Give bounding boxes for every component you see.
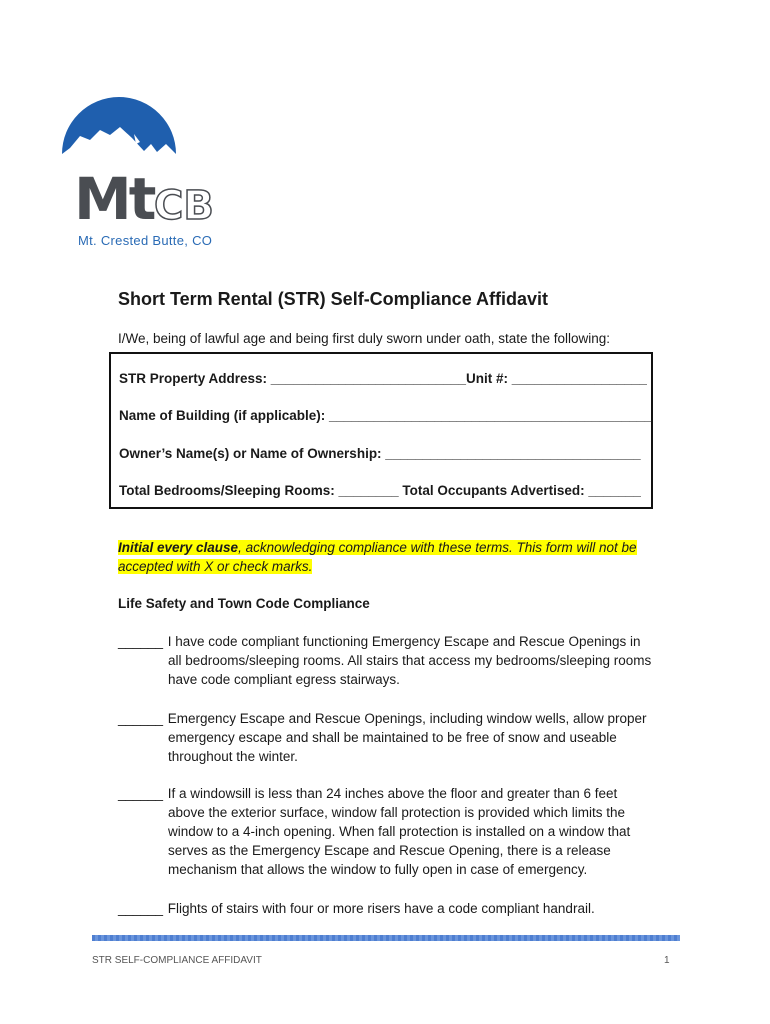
notice-strong: Initial every clause <box>118 540 239 555</box>
mtcb-logo <box>58 94 228 254</box>
logo-cb-text: CB <box>154 183 214 229</box>
clause-text: I have code compliant functioning Emergency Escape and Rescue Openings in <box>167 634 641 649</box>
field-property-address[interactable]: STR Property Address: __________________________Unit #: __________________ <box>119 371 647 386</box>
clause-text-cont: all bedrooms/sleeping rooms. All stairs that access my bedrooms/sleeping rooms have code compliant egress stairways. <box>168 653 652 687</box>
clause-text: Flights of stairs with four or more risers have a code compliant handrail. <box>167 901 595 916</box>
section-heading: Life Safety and Town Code Compliance <box>118 596 370 611</box>
clause-2 <box>118 709 658 766</box>
clause-text-cont: emergency escape and shall be maintained to be free of snow and useable throughout the winter. <box>168 730 617 764</box>
property-info-box <box>109 352 653 509</box>
footer-label: STR SELF-COMPLIANCE AFFIDAVIT <box>92 955 262 966</box>
initial-blank[interactable]: ______ <box>118 711 164 726</box>
notice-rest: , acknowledging compliance with these terms. This form will not be accepted with X or check marks. <box>118 540 637 574</box>
field-bedrooms-occupants[interactable]: Total Bedrooms/Sleeping Rooms: ________ Total Occupants Advertised: _______ <box>119 483 641 498</box>
footer-rule <box>92 935 680 941</box>
clause-1 <box>118 632 658 689</box>
clause-text-cont: above the exterior surface, window fall protection is provided which limits the window to a 4-inch opening. When fall protection is installed on a window that serves as the Emergency Escape and Rescue Opening, there is a release mechanism that allows the window to fully open in case of emergency. <box>168 805 631 877</box>
initial-blank[interactable]: ______ <box>118 901 164 916</box>
field-owner-name[interactable]: Owner’s Name(s) or Name of Ownership: __________________________________ <box>119 446 641 461</box>
clause-3 <box>118 784 658 879</box>
page-number: 1 <box>664 955 670 966</box>
intro-statement: I/We, being of lawful age and being first duly sworn under oath, state the following: <box>118 331 611 346</box>
initial-notice <box>118 538 658 576</box>
initial-blank[interactable]: ______ <box>118 634 164 649</box>
logo-mt-text: Mt <box>74 165 154 233</box>
clause-4 <box>118 899 658 918</box>
document-title: Short Term Rental (STR) Self-Compliance Affidavit <box>118 289 549 309</box>
clause-text: Emergency Escape and Rescue Openings, including window wells, allow proper <box>167 711 647 726</box>
clause-text: If a windowsill is less than 24 inches above the floor and greater than 6 feet <box>167 786 618 801</box>
field-building-name[interactable]: Name of Building (if applicable): ___________________________________________ <box>119 408 652 423</box>
logo-subtitle: Mt. Crested Butte, CO <box>78 233 213 248</box>
initial-blank[interactable]: ______ <box>118 786 164 801</box>
